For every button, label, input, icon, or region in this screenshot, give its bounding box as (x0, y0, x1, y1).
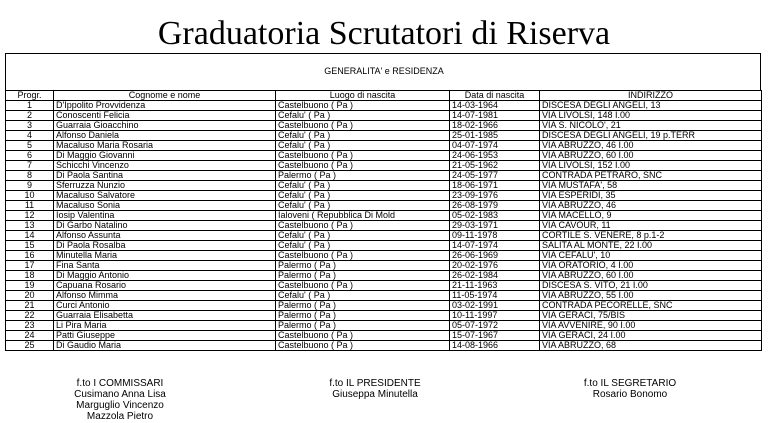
cell-birthplace: Castelbuono ( Pa ) (276, 281, 450, 291)
table-header-row (6, 91, 762, 101)
cell-birthdate: 14-03-1964 (450, 101, 540, 111)
page-title: Graduatoria Scrutatori di Riserva (157, 15, 611, 52)
cell-name: D'Ippolito Provvidenza (54, 101, 276, 111)
cell-birthdate: 29-03-1971 (450, 221, 540, 231)
cell-progr: 5 (6, 141, 54, 151)
cell-birthplace: Cefalu' ( Pa ) (276, 291, 450, 301)
cell-birthplace: Cefalu' ( Pa ) (276, 131, 450, 141)
table-row (6, 111, 762, 121)
cell-birthdate: 05-07-1972 (450, 321, 540, 331)
table-row (6, 101, 762, 111)
cell-birthdate: 24-06-1953 (450, 151, 540, 161)
cell-address: VIA AVVENIRE, 90 I.00 (540, 321, 762, 331)
cell-name: Alfonso Assunta (54, 231, 276, 241)
table-row (6, 271, 762, 281)
table-row (6, 121, 762, 131)
section-label: GENERALITA' e RESIDENZA (324, 66, 444, 76)
cell-progr: 12 (6, 211, 54, 221)
cell-address: VIA GERACI, 24 I.00 (540, 331, 762, 341)
cell-address: VIA S. NICOLO', 21 (540, 121, 762, 131)
cell-progr: 4 (6, 131, 54, 141)
cell-address: VIA ABRUZZO, 55 I.00 (540, 291, 762, 301)
cell-progr: 14 (6, 231, 54, 241)
cell-name: Guarraia Gioacchino (54, 121, 276, 131)
cell-address: DISCESA DEGLI ANGELI, 19 p.TERR (540, 131, 762, 141)
cell-progr: 9 (6, 181, 54, 191)
table-row (6, 161, 762, 171)
table-row (6, 191, 762, 201)
cell-birthplace: Palermo ( Pa ) (276, 261, 450, 271)
cell-birthdate: 04-07-1974 (450, 141, 540, 151)
table-row (6, 261, 762, 271)
table-row (6, 311, 762, 321)
cell-address: VIA ABRUZZO, 46 (540, 201, 762, 211)
cell-birthdate: 18-02-1966 (450, 121, 540, 131)
cell-birthplace: Cefalu' ( Pa ) (276, 231, 450, 241)
cell-birthdate: 15-07-1967 (450, 331, 540, 341)
cell-birthdate: 26-06-1969 (450, 251, 540, 261)
cell-address: VIA ABRUZZO, 68 (540, 341, 762, 351)
cell-birthdate: 10-11-1997 (450, 311, 540, 321)
cell-birthplace: Cefalu' ( Pa ) (276, 141, 450, 151)
cell-progr: 3 (6, 121, 54, 131)
table-row (6, 201, 762, 211)
cell-name: Di Paola Rosalba (54, 241, 276, 251)
cell-birthplace: Cefalu' ( Pa ) (276, 111, 450, 121)
cell-birthplace: Castelbuono ( Pa ) (276, 121, 450, 131)
header-birthdate: Data di nascita (450, 91, 540, 101)
cell-address: VIA LIVOLSI, 148 I.00 (540, 111, 762, 121)
cell-name: Di Maggio Giovanni (54, 151, 276, 161)
table-row (6, 221, 762, 231)
cell-name: Patti Giuseppe (54, 331, 276, 341)
cell-address: VIA ORATORIO, 4 I.00 (540, 261, 762, 271)
cell-progr: 1 (6, 101, 54, 111)
cell-birthdate: 14-07-1974 (450, 241, 540, 251)
cell-birthplace: Ialoveni ( Repubblica Di Mold (276, 211, 450, 221)
cell-address: VIA MACELLO, 9 (540, 211, 762, 221)
signature-heading: f.to IL SEGRETARIO (583, 378, 677, 389)
cell-name: Curci Antonio (54, 301, 276, 311)
cell-birthdate: 05-02-1983 (450, 211, 540, 221)
cell-progr: 17 (6, 261, 54, 271)
cell-progr: 23 (6, 321, 54, 331)
signature-presidente (305, 378, 445, 400)
cell-birthplace: Castelbuono ( Pa ) (276, 221, 450, 231)
table-row (6, 331, 762, 341)
table-body (6, 101, 762, 351)
cell-birthdate: 26-02-1984 (450, 271, 540, 281)
signature-heading: f.to IL PRESIDENTE (329, 378, 421, 389)
cell-address: CONTRADA PECORELLE, SNC (540, 301, 762, 311)
cell-name: Di Gaudio Maria (54, 341, 276, 351)
cell-name: Macaluso Maria Rosaria (54, 141, 276, 151)
cell-address: VIA MUSTAFA', 58 (540, 181, 762, 191)
cell-name: Li Pira Maria (54, 321, 276, 331)
cell-progr: 13 (6, 221, 54, 231)
cell-progr: 6 (6, 151, 54, 161)
header-birthplace: Luogo di nascita (276, 91, 450, 101)
cell-address: VIA ESPERIDI, 35 (540, 191, 762, 201)
cell-birthplace: Castelbuono ( Pa ) (276, 251, 450, 261)
cell-progr: 16 (6, 251, 54, 261)
header-progr: Progr. (6, 91, 54, 101)
signature-name: Cusimano Anna Lisa (74, 389, 166, 400)
cell-birthdate: 11-05-1974 (450, 291, 540, 301)
table-row (6, 171, 762, 181)
cell-birthdate: 03-02-1991 (450, 301, 540, 311)
cell-birthplace: Castelbuono ( Pa ) (276, 341, 450, 351)
cell-address: CORTILE S. VENERE, 8 p.1-2 (540, 231, 762, 241)
cell-progr: 10 (6, 191, 54, 201)
cell-name: Minutella Maria (54, 251, 276, 261)
cell-birthplace: Cefalu' ( Pa ) (276, 241, 450, 251)
cell-address: VIA GERACI, 75/BIS (540, 311, 762, 321)
cell-birthdate: 21-05-1962 (450, 161, 540, 171)
cell-address: VIA LIVOLSI, 152 I.00 (540, 161, 762, 171)
cell-name: Di Garbo Natalino (54, 221, 276, 231)
cell-birthplace: Castelbuono ( Pa ) (276, 331, 450, 341)
table-row (6, 291, 762, 301)
cell-progr: 15 (6, 241, 54, 251)
cell-progr: 2 (6, 111, 54, 121)
cell-progr: 18 (6, 271, 54, 281)
cell-progr: 7 (6, 161, 54, 171)
cell-address: SALITA AL MONTE, 22 I.00 (540, 241, 762, 251)
cell-progr: 24 (6, 331, 54, 341)
signature-name: Giuseppa Minutella (332, 389, 418, 400)
table-row (6, 281, 762, 291)
cell-birthdate: 26-08-1979 (450, 201, 540, 211)
cell-address: VIA ABRUZZO, 60 I.00 (540, 151, 762, 161)
cell-birthplace: Cefalu' ( Pa ) (276, 201, 450, 211)
ranking-table (5, 90, 762, 351)
cell-birthplace: Castelbuono ( Pa ) (276, 101, 450, 111)
cell-birthdate: 24-05-1977 (450, 171, 540, 181)
header-name: Cognome e nome (54, 91, 276, 101)
cell-birthplace: Palermo ( Pa ) (276, 311, 450, 321)
cell-name: Conoscenti Felicia (54, 111, 276, 121)
cell-name: Fina Santa (54, 261, 276, 271)
cell-name: Iosip Valentina (54, 211, 276, 221)
cell-name: Macaluso Sonia (54, 201, 276, 211)
cell-progr: 21 (6, 301, 54, 311)
signature-name: Rosario Bonomo (592, 389, 668, 400)
cell-name: Di Paola Santina (54, 171, 276, 181)
cell-name: Schicchi Vincenzo (54, 161, 276, 171)
signature-segretario (560, 378, 700, 400)
cell-birthdate: 25-01-1985 (450, 131, 540, 141)
signature-name: Marguglio Vincenzo (76, 400, 164, 411)
cell-birthplace: Cefalu' ( Pa ) (276, 191, 450, 201)
table-row (6, 131, 762, 141)
cell-progr: 8 (6, 171, 54, 181)
cell-birthplace: Castelbuono ( Pa ) (276, 151, 450, 161)
header-address: INDIRIZZO (540, 91, 762, 101)
cell-progr: 22 (6, 311, 54, 321)
cell-progr: 19 (6, 281, 54, 291)
table-row (6, 241, 762, 251)
cell-birthdate: 14-08-1966 (450, 341, 540, 351)
cell-birthdate: 14-07-1981 (450, 111, 540, 121)
cell-name: Capuana Rosario (54, 281, 276, 291)
cell-address: DISCESA DEGLI ANGELI, 13 (540, 101, 762, 111)
table-row (6, 251, 762, 261)
cell-name: Macaluso Salvatore (54, 191, 276, 201)
cell-birthdate: 09-11-1978 (450, 231, 540, 241)
cell-name: Alfonso Mimma (54, 291, 276, 301)
cell-name: Sferruzza Nunzio (54, 181, 276, 191)
signature-heading: f.to I COMMISSARI (76, 378, 164, 389)
table-row (6, 301, 762, 311)
cell-progr: 25 (6, 341, 54, 351)
cell-birthdate: 20-02-1976 (450, 261, 540, 271)
table-row (6, 151, 762, 161)
cell-progr: 20 (6, 291, 54, 301)
cell-address: DISCESA S. VITO, 21 I.00 (540, 281, 762, 291)
table-row (6, 231, 762, 241)
cell-address: CONTRADA PETRARO, SNC (540, 171, 762, 181)
table-row (6, 211, 762, 221)
cell-birthplace: Castelbuono ( Pa ) (276, 161, 450, 171)
cell-name: Alfonso Daniela (54, 131, 276, 141)
cell-birthplace: Palermo ( Pa ) (276, 271, 450, 281)
cell-address: VIA ABRUZZO, 60 I.00 (540, 271, 762, 281)
table-row (6, 341, 762, 351)
signature-name: Mazzola Pietro (86, 411, 154, 422)
table-row (6, 181, 762, 191)
table-row (6, 141, 762, 151)
cell-birthplace: Palermo ( Pa ) (276, 321, 450, 331)
cell-birthdate: 18-06-1971 (450, 181, 540, 191)
cell-birthdate: 21-11-1963 (450, 281, 540, 291)
cell-address: VIA CAVOUR, 11 (540, 221, 762, 231)
cell-birthplace: Palermo ( Pa ) (276, 171, 450, 181)
cell-birthplace: Palermo ( Pa ) (276, 301, 450, 311)
cell-address: VIA CEFALU', 10 (540, 251, 762, 261)
cell-name: Di Maggio Antonio (54, 271, 276, 281)
cell-name: Guarraia Elisabetta (54, 311, 276, 321)
table-row (6, 321, 762, 331)
cell-address: VIA ABRUZZO, 46 I.00 (540, 141, 762, 151)
cell-progr: 11 (6, 201, 54, 211)
cell-birthplace: Cefalu' ( Pa ) (276, 181, 450, 191)
cell-birthdate: 23-09-1976 (450, 191, 540, 201)
signature-commissari (50, 378, 190, 422)
